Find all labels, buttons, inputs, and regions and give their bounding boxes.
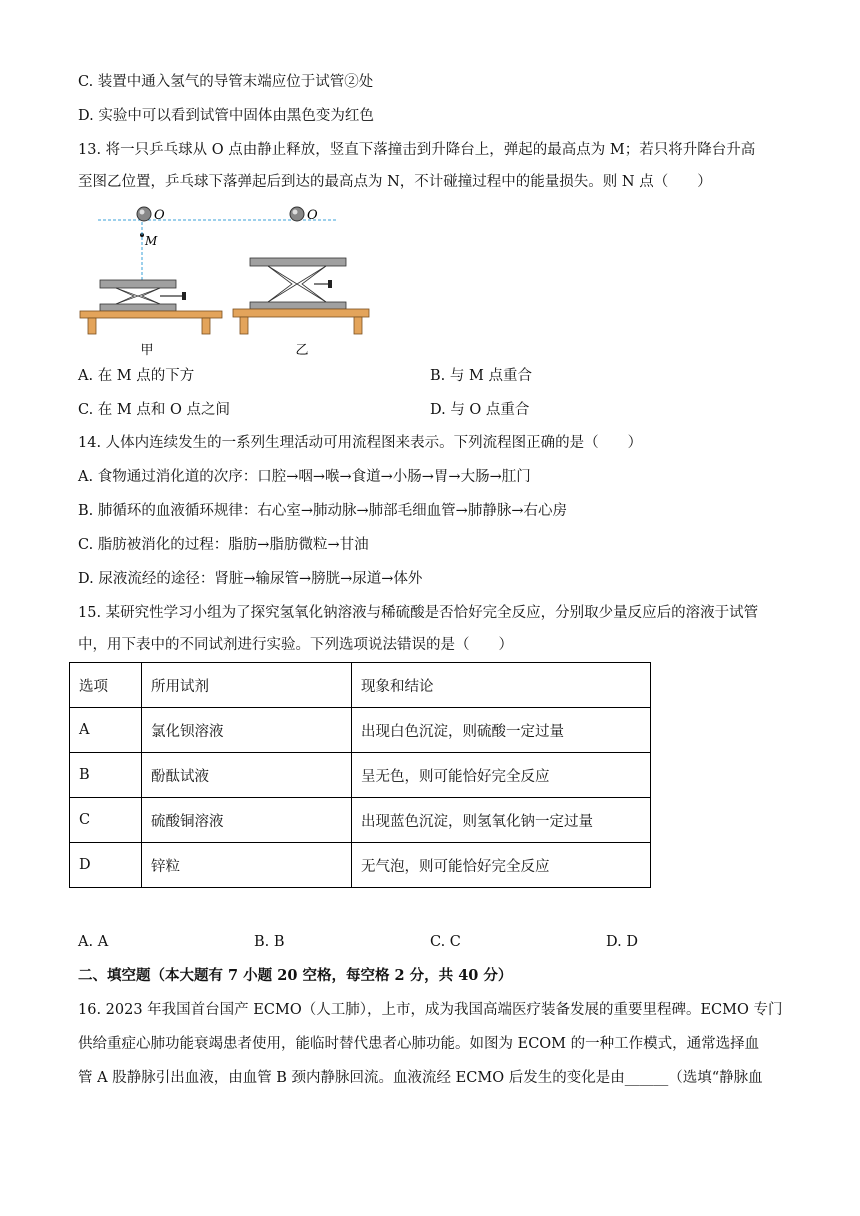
table-cell: A [70, 708, 142, 753]
q14-option-a: A. 食物通过消化道的次序：口腔→咽→喉→食道→小肠→胃→大肠→肛门 [78, 469, 531, 485]
q14-option-c: C. 脂肪被消化的过程：脂肪→脂肪微粒→甘油 [78, 537, 369, 553]
table-row [70, 843, 651, 888]
q16-line1: 16. 2023 年我国首台国产 ECMO（人工肺），上市，成为我国高端医疗装备发展的重要里程碑。ECMO 专门 [78, 1002, 783, 1018]
table-header-row [70, 663, 651, 708]
table-header-cell: 选项 [70, 663, 142, 708]
table-cell: 呈无色，则可能恰好完全反应 [352, 753, 651, 798]
prev-option-d: D. 实验中可以看到试管中固体由黑色变为红色 [78, 108, 374, 124]
table-header-cell: 所用试剂 [142, 663, 352, 708]
label-m: M [145, 234, 158, 248]
table-cell: B [70, 753, 142, 798]
table-row [70, 798, 651, 843]
q15-table [69, 662, 651, 888]
label-o-right: O [307, 208, 318, 223]
table-header-cell: 现象和结论 [352, 663, 651, 708]
q15-answer-a: A. A [78, 934, 109, 950]
q13-figure [70, 198, 380, 360]
q14-option-d: D. 尿液流经的途径：肾脏→输尿管→膀胱→尿道→体外 [78, 571, 423, 587]
q14-stem: 14. 人体内连续发生的一系列生理活动可用流程图来表示。下列流程图正确的是（ ） [78, 435, 643, 451]
caption-jia: 甲 [140, 343, 154, 358]
q15-stem-line1: 15. 某研究性学习小组为了探究氢氧化钠溶液与稀硫酸是否恰好完全反应，分别取少量反应后的溶液于试管 [78, 605, 759, 621]
q13-stem-line2: 至图乙位置，乒乓球下落弹起后到达的最高点为 N，不计碰撞过程中的能量损失。则 N 点（ ） [78, 174, 712, 190]
prev-option-c: C. 装置中通入氢气的导管末端应位于试管②处 [78, 74, 374, 90]
q13-option-d: D. 与 O 点重合 [430, 402, 530, 418]
table-cell: 出现蓝色沉淀，则氢氧化钠一定过量 [352, 798, 651, 843]
ball-left [137, 207, 151, 221]
q13-stem-line1: 13. 将一只乒乓球从 O 点由静止释放，竖直下落撞击到升降台上，弹起的最高点为 M；若只将升降台升高 [78, 142, 756, 158]
q15-stem-line2: 中，用下表中的不同试剂进行实验。下列选项说法错误的是（ ） [78, 637, 513, 653]
q15-answer-d: D. D [606, 934, 638, 950]
q15-answer-options [78, 934, 718, 954]
q16-line3: 管 A 股静脉引出血液，由血管 B 颈内静脉回流。血液流经 ECMO 后发生的变化是由______（选填“静脉血 [78, 1070, 763, 1086]
table-cell: C [70, 798, 142, 843]
q15-answer-b: B. B [254, 934, 285, 950]
q16-line2: 供给重症心肺功能衰竭患者使用，能临时替代患者心肺功能。如图为 ECOM 的一种工作模式，通常选择血 [78, 1036, 760, 1052]
table-row [70, 753, 651, 798]
caption-yi: 乙 [295, 343, 309, 358]
q15-answer-c: C. C [430, 934, 461, 950]
q13-option-c: C. 在 M 点和 O 点之间 [78, 402, 230, 418]
q13-option-a: A. 在 M 点的下方 [78, 368, 195, 384]
label-o-left: O [154, 208, 165, 223]
q13-option-b: B. 与 M 点重合 [430, 368, 532, 384]
table-cell: 硫酸铜溶液 [142, 798, 352, 843]
table-cell: 无气泡，则可能恰好完全反应 [352, 843, 651, 888]
ball-right [290, 207, 304, 221]
table-cell: D [70, 843, 142, 888]
table-cell: 氯化钡溶液 [142, 708, 352, 753]
table-cell: 出现白色沉淀，则硫酸一定过量 [352, 708, 651, 753]
section-title: 二、填空题（本大题有 7 小题 20 空格，每空格 2 分，共 40 分） [78, 967, 513, 984]
table-row [70, 708, 651, 753]
q14-option-b: B. 肺循环的血液循环规律：右心室→肺动脉→肺部毛细血管→肺静脉→右心房 [78, 503, 567, 519]
table-cell: 锌粒 [142, 843, 352, 888]
table-cell: 酚酞试液 [142, 753, 352, 798]
